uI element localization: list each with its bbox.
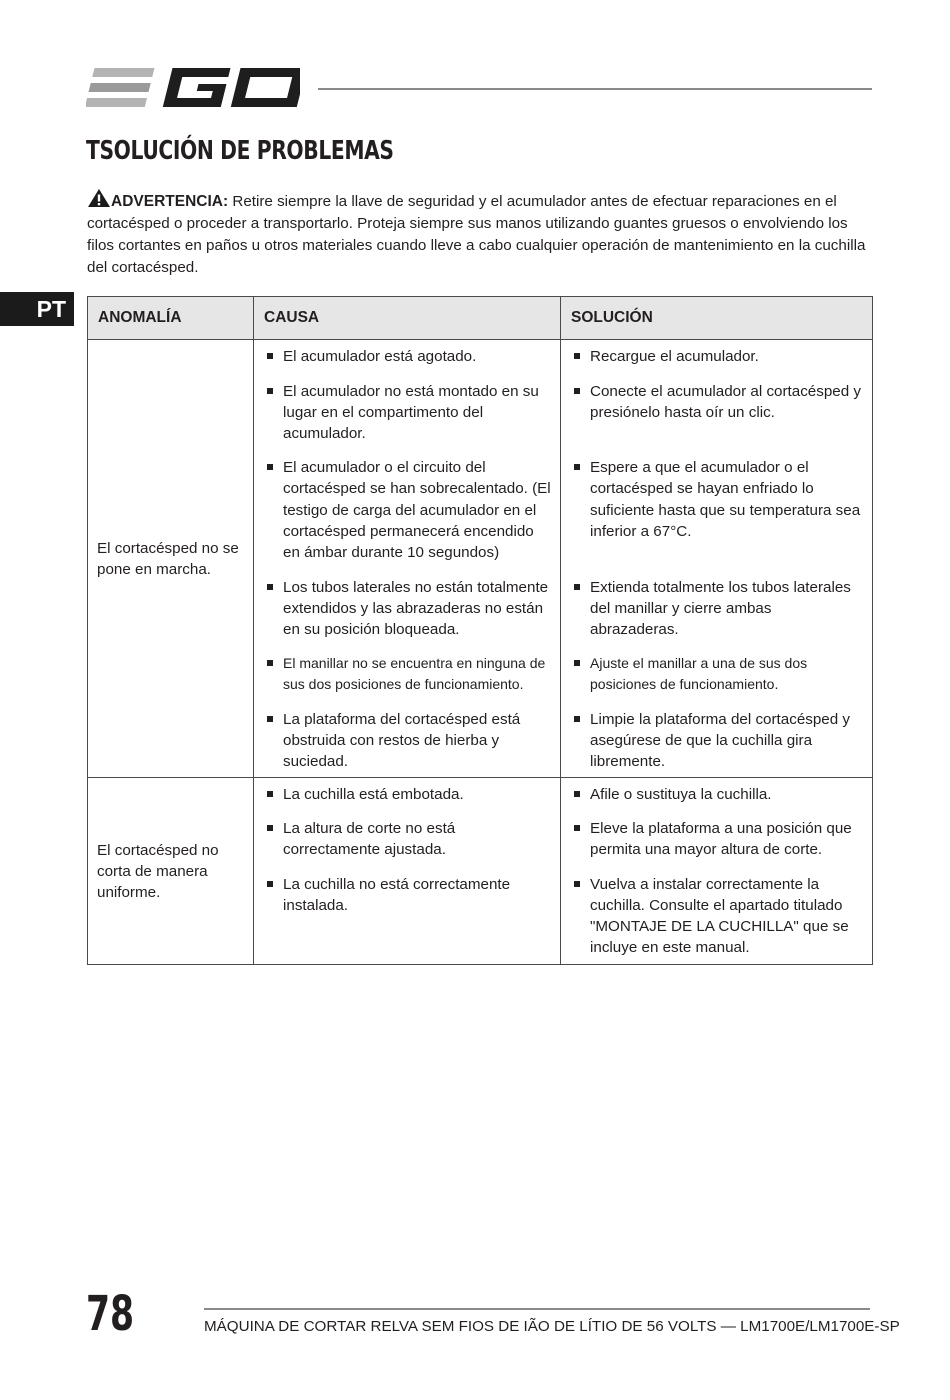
solution-cell bbox=[561, 340, 873, 778]
footer-rule bbox=[204, 1308, 870, 1310]
list-item: Eleve la plataforma a una posición que permita una mayor altura de corte. bbox=[570, 818, 864, 861]
table-row bbox=[88, 340, 873, 778]
list-item: Vuelva a instalar correctamente la cuchilla. Consulte el apartado titulado "MONTAJE DE LA CUCHILLA" que se incluye en este manual. bbox=[570, 874, 864, 960]
list-item: Afile o sustituya la cuchilla. bbox=[570, 784, 864, 806]
bullet-icon bbox=[574, 353, 580, 359]
bullet-icon bbox=[574, 881, 580, 887]
list-item: Limpie la plataforma del cortacésped y asegúrese de que la cuchilla gira libremente. bbox=[570, 709, 864, 773]
table-header-row bbox=[88, 297, 873, 340]
list-item: El acumulador está agotado. bbox=[263, 346, 552, 368]
cause-list bbox=[263, 784, 552, 960]
footer-text: MÁQUINA DE CORTAR RELVA SEM FIOS DE IÃO DE LÍTIO DE 56 VOLTS — LM1700E/LM1700E-SP bbox=[204, 1318, 900, 1335]
warning-triangle-icon bbox=[87, 188, 111, 208]
list-item: La cuchilla está embotada. bbox=[263, 784, 552, 806]
anomaly-cell: El cortacésped no se pone en marcha. bbox=[88, 340, 254, 778]
bullet-icon bbox=[574, 716, 580, 722]
list-item: La cuchilla no está correctamente instalada. bbox=[263, 874, 552, 960]
bullet-icon bbox=[574, 388, 580, 394]
bullet-icon bbox=[267, 791, 273, 797]
solution-list bbox=[570, 784, 864, 960]
anomaly-cell: El cortacésped no corta de manera uniforme. bbox=[88, 777, 254, 964]
column-header-anomaly: ANOMALÍA bbox=[88, 297, 254, 340]
list-item: Los tubos laterales no están totalmente extendidos y las abrazaderas no están en su posición bloqueada. bbox=[263, 577, 552, 641]
header-rule bbox=[318, 88, 872, 90]
cause-cell bbox=[254, 340, 561, 778]
list-item: La altura de corte no está correctamente ajustada. bbox=[263, 818, 552, 861]
troubleshooting-table bbox=[87, 296, 873, 965]
list-item: El acumulador o el circuito del cortacésped se han sobrecalentado. (El testigo de carga del acumulador en el cortacésped permanecerá encendido en ámbar durante 10 segundos) bbox=[263, 457, 552, 564]
bullet-icon bbox=[574, 791, 580, 797]
bullet-icon bbox=[267, 825, 273, 831]
bullet-icon bbox=[267, 584, 273, 590]
cause-list bbox=[263, 346, 552, 773]
column-header-cause: CAUSA bbox=[254, 297, 561, 340]
column-header-solution: SOLUCIÓN bbox=[561, 297, 873, 340]
bullet-icon bbox=[267, 353, 273, 359]
list-item: La plataforma del cortacésped está obstruida con restos de hierba y suciedad. bbox=[263, 709, 552, 773]
bullet-icon bbox=[267, 716, 273, 722]
warning-text: Retire siempre la llave de seguridad y el acumulador antes de efectuar reparaciones en el cortacésped o proceder a transportarlo. Proteja siempre sus manos utilizando guantes gruesos o envolviendo los filos cortantes en paños u otros materiales cuando lleve a cabo cualquier operación de mantenimiento en la cuchilla del cortacésped. bbox=[87, 193, 866, 276]
page-title: TSOLUCIÓN DE PROBLEMAS bbox=[86, 136, 394, 166]
page-number: 78 bbox=[86, 1286, 135, 1342]
bullet-icon bbox=[267, 388, 273, 394]
bullet-icon bbox=[574, 584, 580, 590]
list-item: El acumulador no está montado en su lugar en el compartimento del acumulador. bbox=[263, 381, 552, 445]
bullet-icon bbox=[267, 660, 273, 666]
bullet-icon bbox=[574, 660, 580, 666]
list-item: Espere a que el acumulador o el cortacésped se hayan enfriado lo suficiente hasta que su temperatura sea inferior a 67°C. bbox=[570, 457, 864, 564]
solution-cell bbox=[561, 777, 873, 964]
list-item: Conecte el acumulador al cortacésped y presiónelo hasta oír un clic. bbox=[570, 381, 864, 445]
list-item: Ajuste el manillar a una de sus dos posiciones de funcionamiento. bbox=[570, 653, 864, 696]
bullet-icon bbox=[574, 825, 580, 831]
ego-logo bbox=[86, 62, 300, 114]
bullet-icon bbox=[267, 464, 273, 470]
bullet-icon bbox=[574, 464, 580, 470]
list-item: Extienda totalmente los tubos laterales del manillar y cierre ambas abrazaderas. bbox=[570, 577, 864, 641]
list-item: Recargue el acumulador. bbox=[570, 346, 864, 368]
cause-cell bbox=[254, 777, 561, 964]
language-tab: PT bbox=[0, 292, 74, 326]
list-item: El manillar no se encuentra en ninguna de sus dos posiciones de funcionamiento. bbox=[263, 653, 552, 696]
table-row bbox=[88, 777, 873, 964]
solution-list bbox=[570, 346, 864, 773]
bullet-icon bbox=[267, 881, 273, 887]
warning-label: ADVERTENCIA: bbox=[111, 193, 229, 210]
warning-paragraph bbox=[87, 188, 877, 279]
